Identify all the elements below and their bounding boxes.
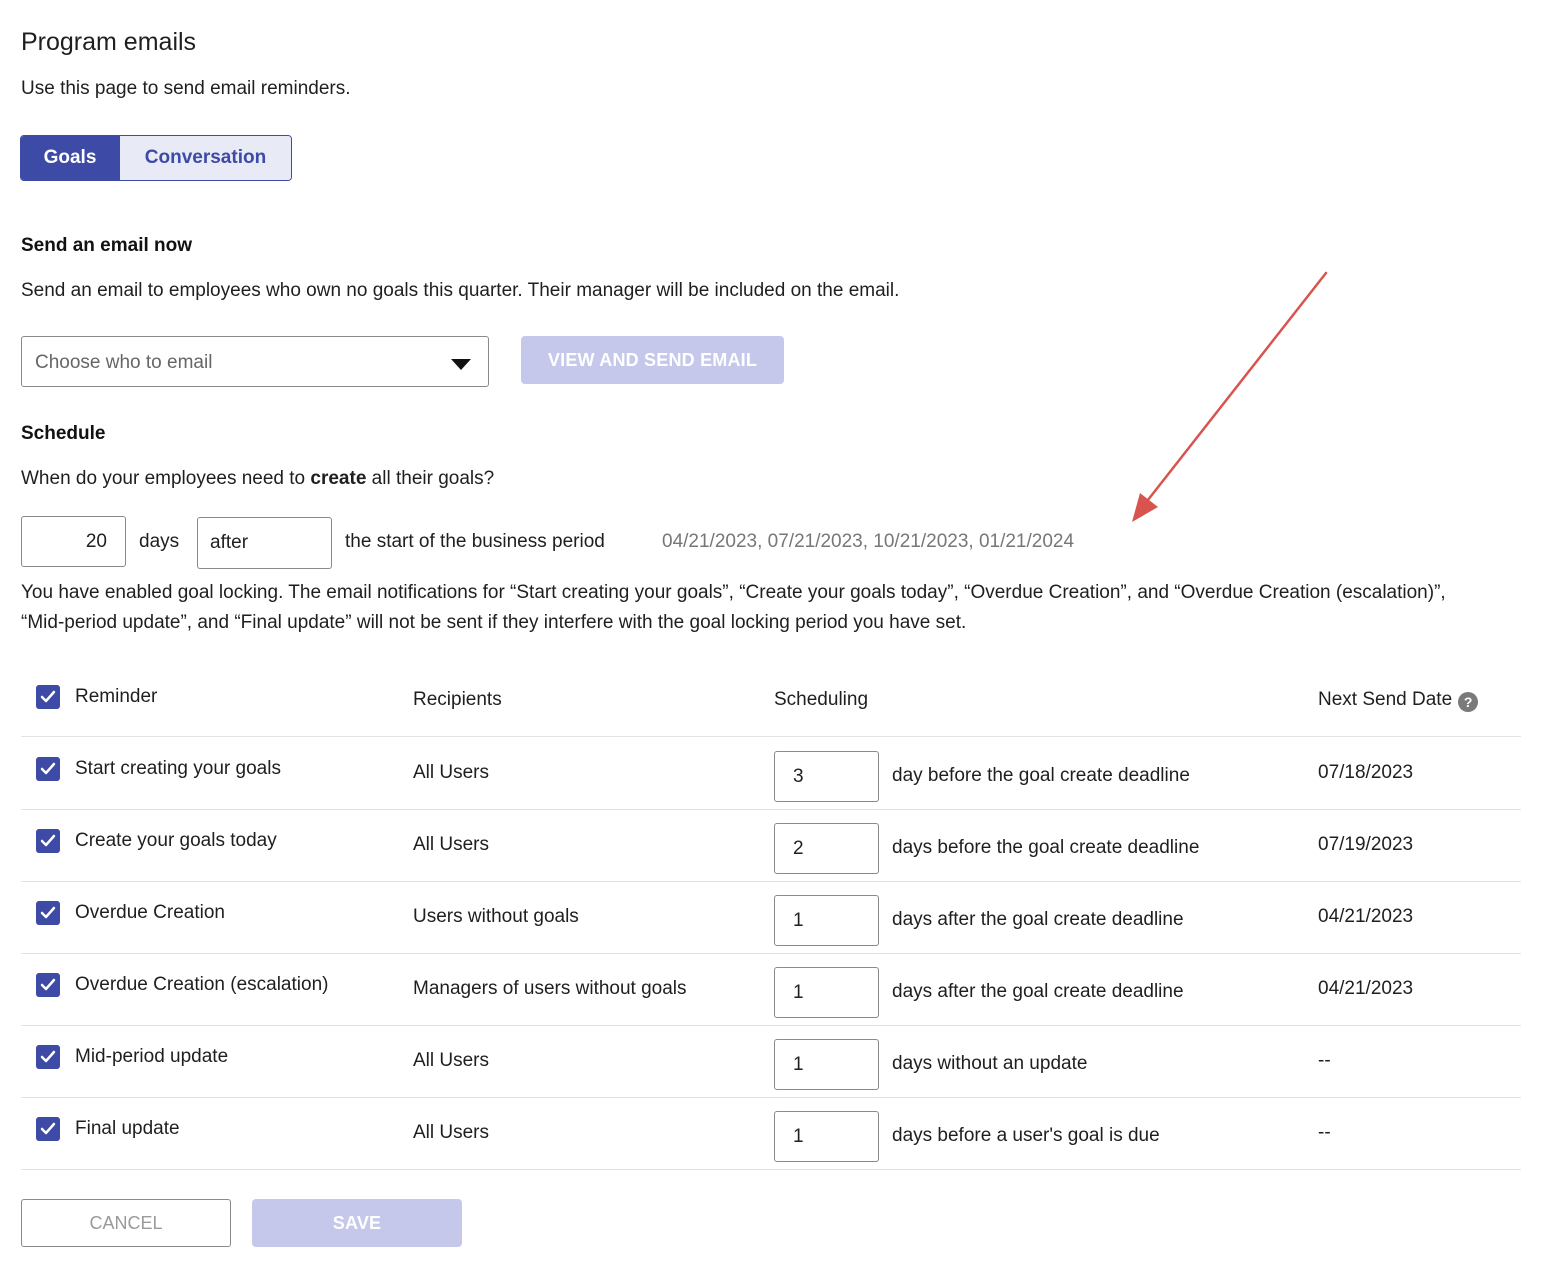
reminder-name: Mid-period update [75, 1046, 229, 1067]
page-subtitle: Use this page to send email reminders. [21, 78, 351, 99]
send-now-description: Send an email to employees who own no goals this quarter. Their manager will be included on the email. [21, 280, 900, 301]
scheduling-description: days before the goal create deadline [892, 837, 1200, 858]
reminder-checkbox[interactable] [36, 901, 60, 925]
reminder-recipients: Managers of users without goals [413, 978, 687, 999]
checkbox-checked-icon [40, 906, 56, 920]
checkbox-checked-icon [40, 834, 56, 848]
reminder-name: Overdue Creation [75, 902, 225, 923]
reminder-name: Overdue Creation (escalation) [75, 974, 329, 995]
table-row [21, 809, 1521, 882]
reminder-checkbox[interactable] [36, 973, 60, 997]
scheduling-days-input[interactable]: 1 [774, 895, 879, 946]
reminder-checkbox[interactable] [36, 757, 60, 781]
reminder-checkbox[interactable] [36, 829, 60, 853]
header-recipients: Recipients [413, 689, 502, 710]
scheduling-description: day before the goal create deadline [892, 765, 1190, 786]
reminder-name: Final update [75, 1118, 180, 1139]
scheduling-days-input[interactable]: 1 [774, 1039, 879, 1090]
checkbox-checked-icon [40, 762, 56, 776]
annotation-arrow-icon [1120, 265, 1340, 535]
next-send-date: 07/19/2023 [1318, 834, 1414, 855]
relation-select[interactable]: after [197, 517, 332, 569]
next-send-date: -- [1318, 1122, 1331, 1143]
next-send-date: 04/21/2023 [1318, 906, 1414, 927]
reminder-name: Create your goals today [75, 830, 277, 851]
scheduling-description: days before a user's goal is due [892, 1125, 1160, 1146]
period-dates: 04/21/2023, 07/21/2023, 10/21/2023, 01/21/2024 [662, 531, 1075, 552]
scheduling-description: days after the goal create deadline [892, 981, 1184, 1002]
reminder-recipients: Users without goals [413, 906, 579, 927]
next-send-date: 04/21/2023 [1318, 978, 1414, 999]
scheduling-description: days after the goal create deadline [892, 909, 1184, 930]
reminder-checkbox[interactable] [36, 1045, 60, 1069]
checkbox-checked-icon [40, 1122, 56, 1136]
scheduling-days-input[interactable]: 3 [774, 751, 879, 802]
table-row [21, 881, 1521, 954]
tab-bar [20, 135, 292, 181]
choose-recipient-placeholder: Choose who to email [35, 352, 213, 373]
goal-locking-note: You have enabled goal locking. The email notifications for “Start creating your goals”, “Create your goals today”, “Overdue Creation”, and “Overdue Creation (escalation)”, “Mid-period update”, and “Final update” will not be sent if they interfere with the goal locking period you have set. [21, 582, 1446, 633]
checkbox-checked-icon [40, 978, 56, 992]
period-label: the start of the business period [345, 531, 605, 552]
reminder-checkbox[interactable] [36, 1117, 60, 1141]
reminder-name: Start creating your goals [75, 758, 281, 779]
page-title: Program emails [21, 28, 197, 56]
next-send-date: 07/18/2023 [1318, 762, 1414, 783]
header-next-send-date: Next Send Date ? [1318, 689, 1478, 712]
table-header-row [21, 665, 1521, 737]
select-all-checkbox[interactable] [36, 685, 60, 709]
scheduling-days-input[interactable]: 1 [774, 1111, 879, 1162]
header-scheduling: Scheduling [774, 689, 869, 710]
help-circle-icon[interactable]: ? [1458, 692, 1478, 712]
table-row [21, 953, 1521, 1026]
scheduling-description: days without an update [892, 1053, 1088, 1074]
schedule-question: When do your employees need to create all their goals? [21, 468, 495, 489]
tab-goals[interactable]: Goals [21, 136, 119, 180]
checkbox-checked-icon [40, 1050, 56, 1064]
header-reminder: Reminder [75, 686, 158, 707]
scheduling-days-input[interactable]: 2 [774, 823, 879, 874]
reminder-recipients: All Users [413, 1122, 490, 1143]
save-button[interactable]: SAVE [252, 1199, 462, 1247]
tab-conversation[interactable]: Conversation [119, 136, 291, 180]
view-and-send-email-button[interactable]: VIEW AND SEND EMAIL [521, 336, 784, 384]
days-label: days [139, 531, 180, 552]
send-now-heading: Send an email now [21, 235, 193, 256]
deadline-days-input[interactable]: 20 [21, 516, 126, 567]
cancel-button[interactable]: CANCEL [21, 1199, 231, 1247]
reminder-recipients: All Users [413, 762, 490, 783]
table-row [21, 737, 1521, 810]
scheduling-days-input[interactable]: 1 [774, 967, 879, 1018]
reminder-recipients: All Users [413, 834, 490, 855]
schedule-heading: Schedule [21, 423, 106, 444]
choose-recipient-select[interactable] [21, 336, 489, 387]
table-row [21, 1097, 1521, 1170]
table-row [21, 1025, 1521, 1098]
reminder-recipients: All Users [413, 1050, 490, 1071]
next-send-date: -- [1318, 1050, 1331, 1071]
caret-down-icon [451, 359, 471, 370]
checkbox-checked-icon [40, 690, 56, 704]
